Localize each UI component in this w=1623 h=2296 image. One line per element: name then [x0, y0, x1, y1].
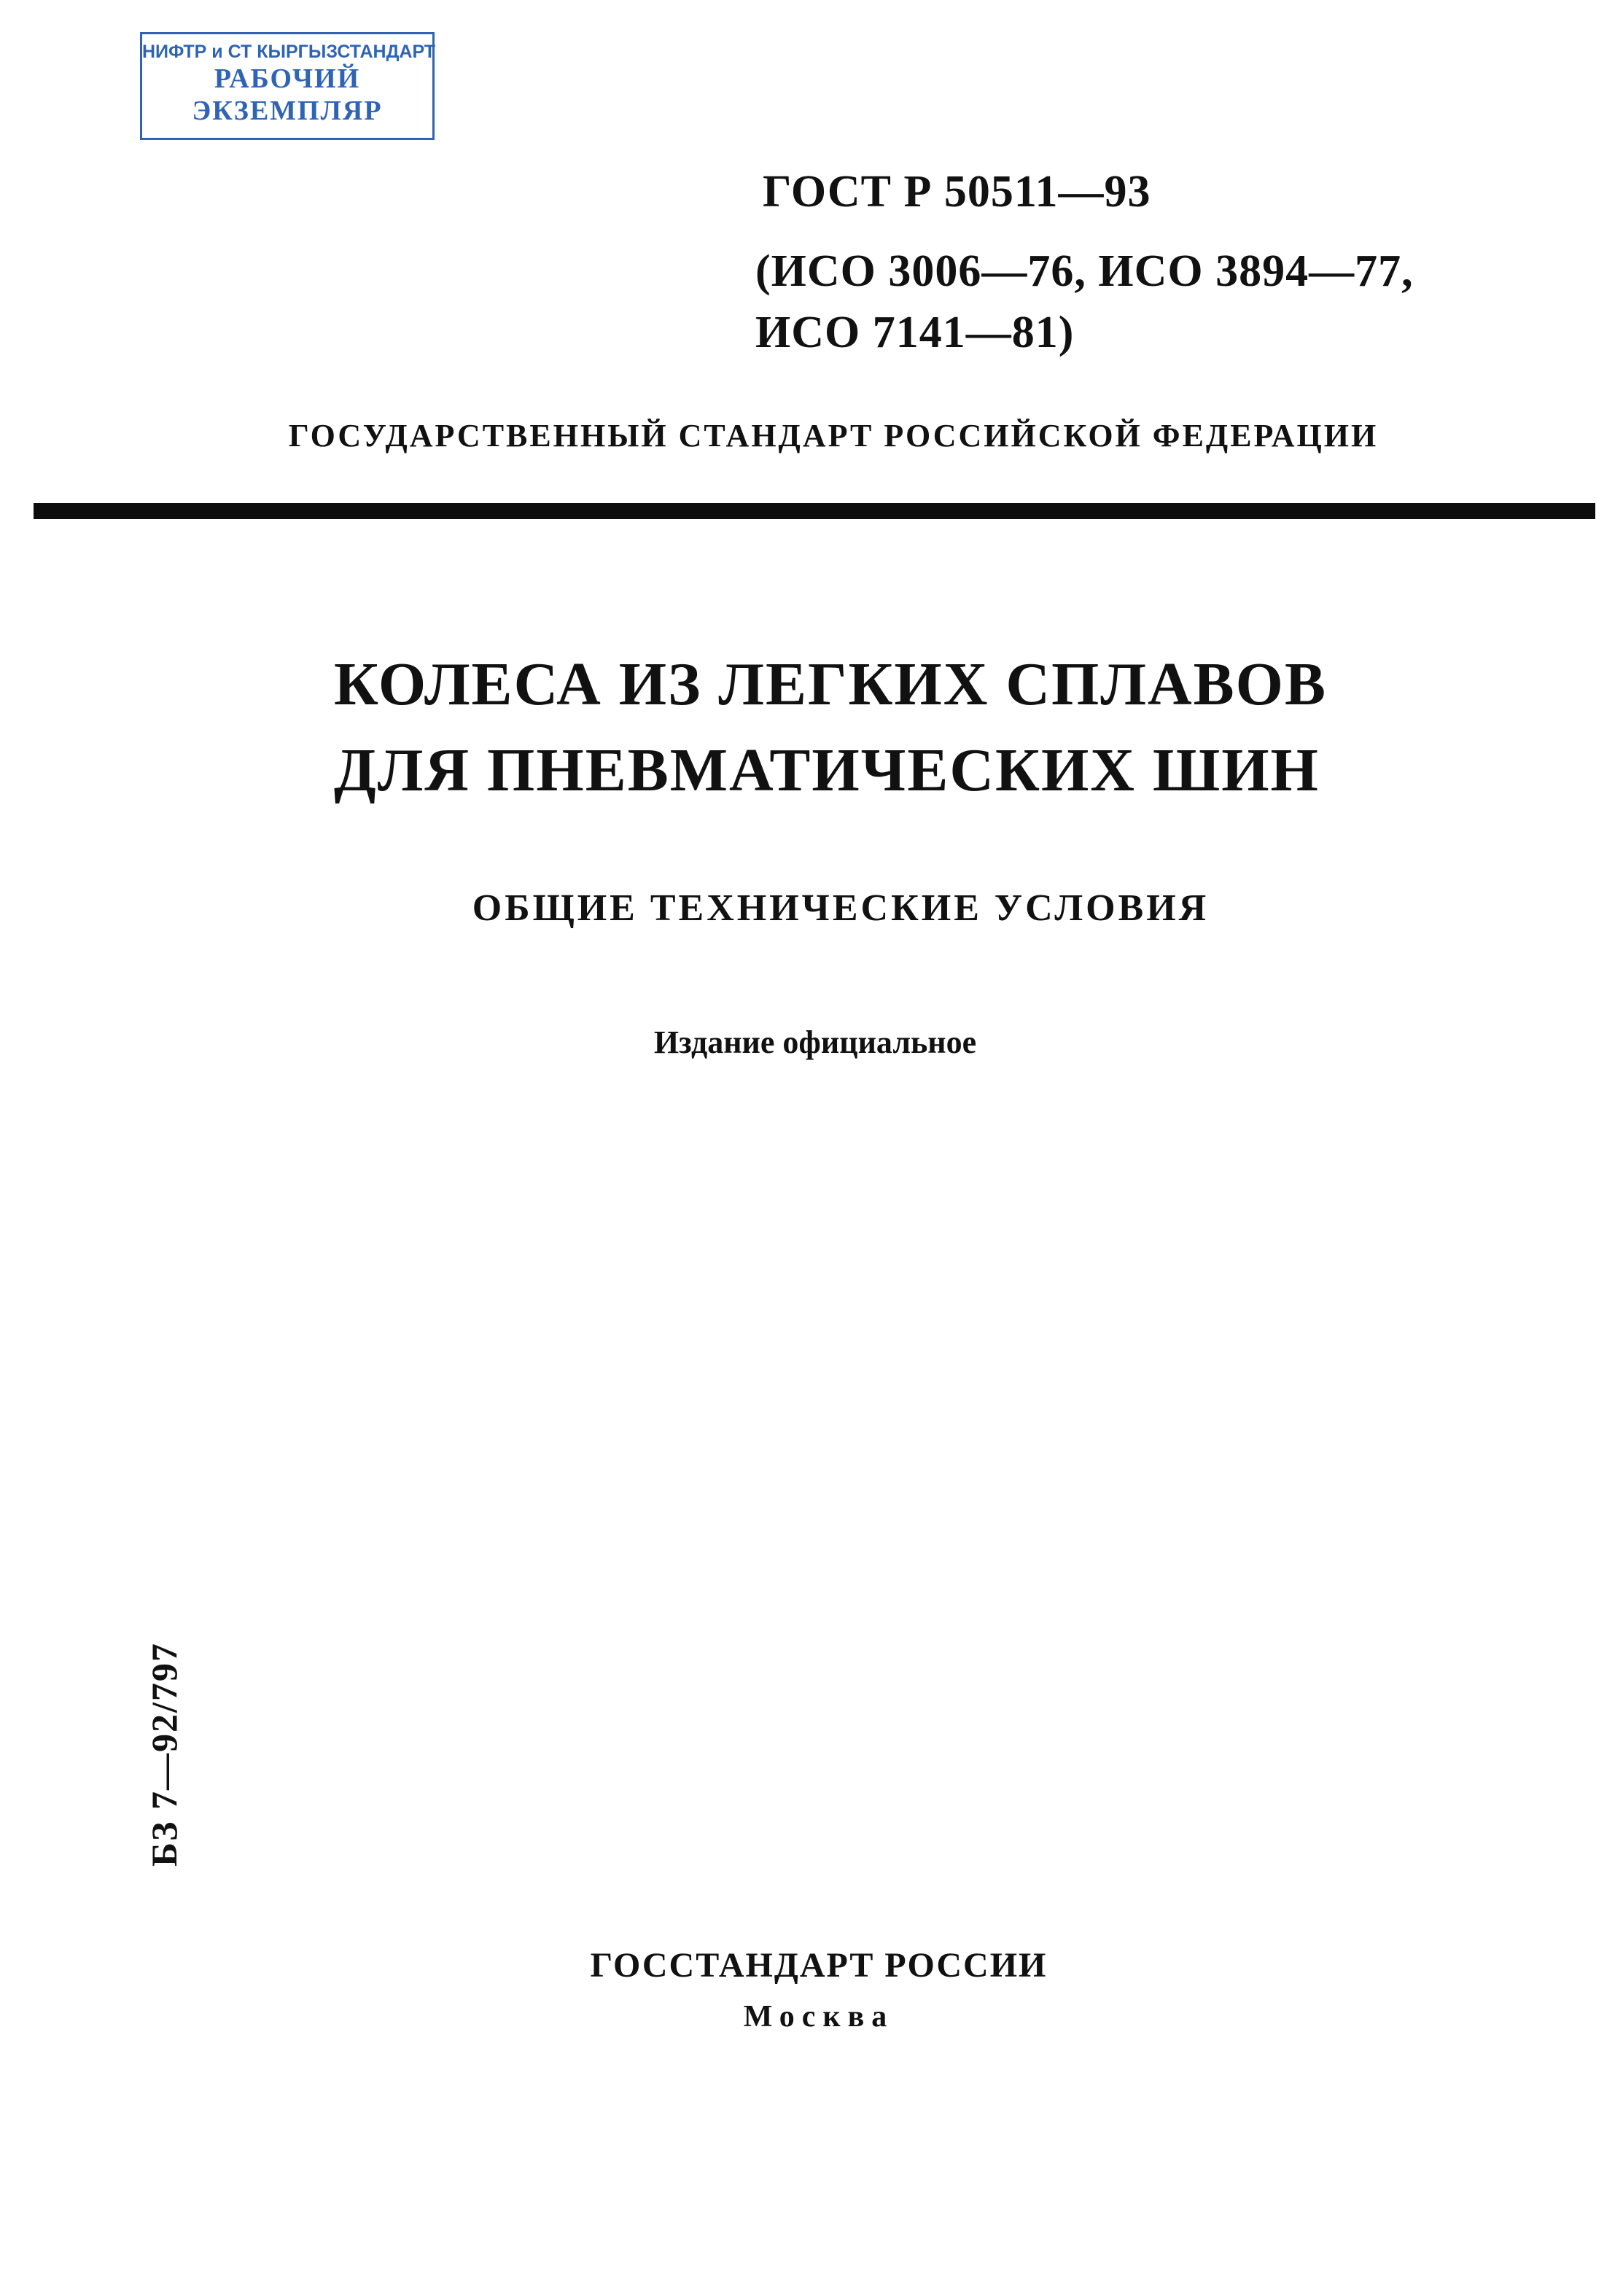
gost-number: ГОСТ Р 50511—93 — [763, 167, 1151, 217]
stamp-line-1: РАБОЧИЙ — [214, 63, 361, 94]
iso-references — [755, 241, 1414, 363]
horizontal-rule — [34, 503, 1595, 519]
stamp-line-2: ЭКЗЕМПЛЯР — [192, 96, 383, 126]
document-subtitle: ОБЩИЕ ТЕХНИЧЕСКИЕ УСЛОВИЯ — [472, 887, 1210, 929]
publisher: ГОССТАНДАРТ РОССИИ — [590, 1946, 1048, 1985]
publication-city: Москва — [743, 2000, 895, 2034]
standard-header: ГОСУДАРСТВЕННЫЙ СТАНДАРТ РОССИЙСКОЙ ФЕДЕРАЦИИ — [288, 418, 1379, 454]
document-title-line-2: ДЛЯ ПНЕВМАТИЧЕСКИХ ШИН — [334, 736, 1320, 804]
stamp-organization: НИФТР и СТ КЫРГЫЗСТАНДАРТ — [142, 42, 436, 62]
edition-note: Издание официальное — [653, 1024, 977, 1060]
document-title — [334, 642, 1327, 814]
working-copy-stamp — [140, 32, 435, 140]
side-catalog-code: БЗ 7—92/797 — [144, 1642, 184, 1867]
iso-references-line-2: ИСО 7141—81) — [755, 308, 1075, 357]
document-title-line-1: КОЛЕСА ИЗ ЛЕГКИХ СПЛАВОВ — [334, 650, 1328, 718]
iso-references-line-1: (ИСО 3006—76, ИСО 3894—77, — [755, 246, 1414, 296]
